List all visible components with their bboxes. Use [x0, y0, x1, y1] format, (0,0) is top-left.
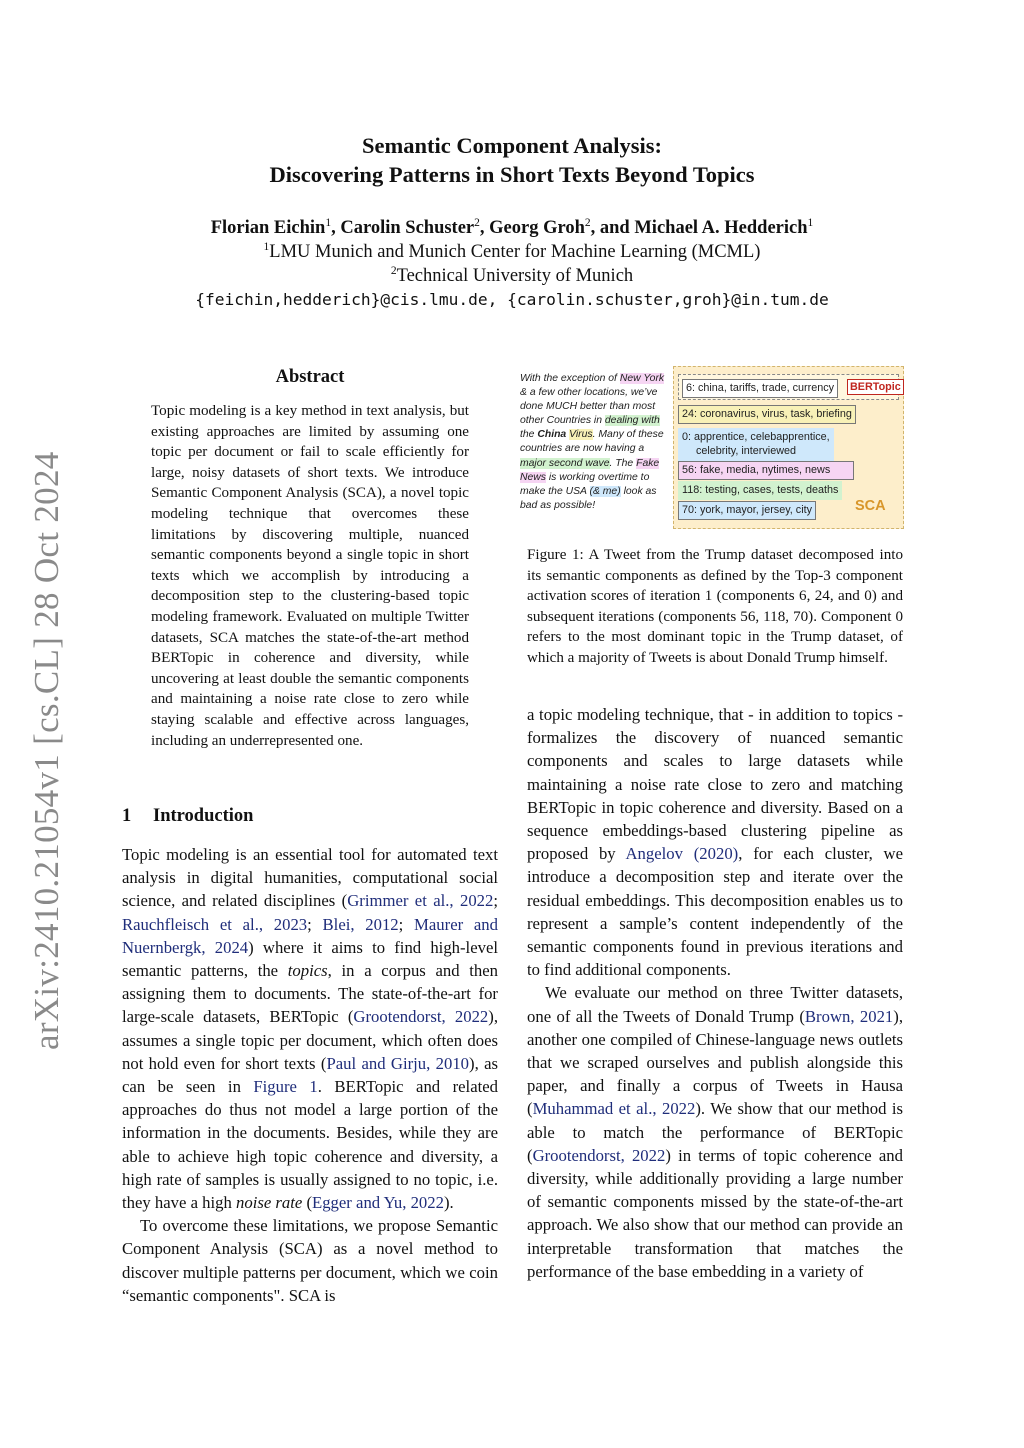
text: ). [443, 1193, 454, 1213]
text: ; [493, 891, 498, 911]
text: ; [398, 914, 415, 934]
text: ; [307, 914, 323, 934]
citation-link[interactable]: Grootendorst, 2022 [532, 1145, 666, 1165]
title-line-2: Discovering Patterns in Short Texts Beyond Topics [269, 162, 755, 187]
author-emails: {feichin,hedderich}@cis.lmu.de, {carolin.schuster,groh}@in.tum.de [195, 290, 829, 309]
component-0-line-2: celebrity, interviewed [696, 444, 797, 457]
highlight-and-me: (& me) [589, 485, 621, 497]
bertopic-label: BERTopic [847, 379, 904, 395]
author-2: , Carolin Schuster [331, 218, 475, 238]
intro-right-column [527, 703, 903, 1283]
highlight-fake-news: Fake News [520, 457, 660, 483]
component-70: 70: york, mayor, jersey, city [678, 501, 816, 520]
text: the [520, 429, 538, 441]
text: ( [302, 1193, 313, 1213]
citation-link[interactable]: Angelov (2020) [625, 844, 739, 864]
author-4-affil: 1 [807, 217, 814, 229]
text: ) in terms of topic coherence and diversity, while additionally providing a large number of semantic components missed by the state-of-the-art approach. We also show that our method can provide an interpretable transformation that matches the performance of the base embedding in a variety of [527, 1145, 903, 1281]
text: & a few other locations, we’ve done MUCH better than most other Countries in [520, 387, 658, 427]
text: . Many of these countries are now having a [520, 429, 664, 455]
citation-link[interactable]: Blei, 2012 [322, 914, 399, 934]
author-3-affil: 2 [584, 217, 591, 229]
component-6: 6: china, tariffs, trade, currency [682, 379, 838, 398]
section-heading-introduction [122, 806, 253, 827]
text: . BERTopic and related approaches do thus not model a large portion of the information in the documents. Besides, while they are able to achieve high topic coherence and diversity, a high rate of samples is usually assigned to no topic, i.e. they have a high [122, 1077, 498, 1213]
author-1-affil: 1 [325, 217, 332, 229]
citation-link[interactable]: Muhammad et al., 2022 [532, 1099, 696, 1119]
citation-link[interactable]: Egger and Yu, 2022 [312, 1193, 444, 1213]
highlight-new-york: New York [619, 373, 665, 384]
title-line-1: Semantic Component Analysis: [361, 133, 663, 158]
text: We evaluate our method on three Twitter datasets, one of all the Tweets of Donald Trump ( [527, 983, 903, 1026]
emphasis: noise rate [236, 1193, 303, 1213]
author-block [0, 216, 1024, 312]
component-0 [678, 428, 834, 461]
text: Topic modeling is an essential tool for automated text analysis in digital humanities, computational social science, and related disciplines ( [122, 845, 498, 911]
text: ), assumes a single topic per document, which often does not hold even for short texts ( [122, 1007, 498, 1073]
affiliation-2 [0, 264, 1024, 288]
highlight-virus: Virus [569, 429, 593, 441]
highlight-china: China [537, 429, 567, 441]
highlight-dealing-with: dealing with [604, 415, 660, 427]
component-24: 24: coronavirus, virus, task, briefing [678, 405, 856, 424]
affiliation-1-marker: 1 [263, 241, 270, 253]
text: , for each cluster, we introduce a decomposition step and iterate over the residual embeddings. This decomposition enables us to represent a sample’s content independently of the semantic components found in previous iterations and to find additional components. [527, 844, 903, 980]
affiliation-2-marker: 2 [390, 265, 397, 277]
text: look as bad as possible! [520, 485, 657, 511]
author-4: , and Michael A. Hedderich [590, 218, 808, 238]
figure-reference-link[interactable]: Figure 1 [253, 1077, 318, 1097]
component-118: 118: testing, cases, tests, deaths [678, 481, 842, 500]
intro-left-column [122, 843, 498, 1307]
sca-label: SCA [855, 498, 886, 514]
paper-title [0, 131, 1024, 189]
text: is working overtime to make the USA [520, 471, 650, 497]
text: With the exception of [520, 373, 620, 384]
citation-link[interactable]: Brown, 2021 [804, 1006, 894, 1026]
author-2-affil: 2 [474, 217, 480, 229]
figure-tweet-text [520, 372, 670, 513]
citation-link[interactable]: Paul and Girju, 2010 [326, 1053, 470, 1073]
text: , in a corpus and then assigning them to documents. The state-of-the-art for large-scale datasets, BERTopic ( [122, 961, 498, 1027]
component-56: 56: fake, media, nytimes, news [678, 461, 854, 480]
intro-paragraph-1 [122, 843, 498, 1214]
abstract-heading: Abstract [275, 367, 345, 387]
citation-link[interactable]: Maurer and Nuernbergk, 2024 [122, 914, 498, 957]
intro-paragraph-2: To overcome these limitations, we propose Semantic Component Analysis (SCA) as a novel method to discover multiple patterns per document, which we coin “semantic components". SCA is [122, 1216, 498, 1305]
affiliation-2-text: Technical University of Munich [396, 266, 634, 286]
figure-1-caption: Figure 1: A Tweet from the Trump dataset decomposed into its semantic components as defined by the Top-3 component activation scores of iteration 1 (components 6, 24, and 0) and subsequent iterations (components 56, 118, 70). Component 0 refers to the most dominant topic in the Trump dataset, of which a majority of Tweets is about Donald Trump himself. [527, 547, 903, 666]
affiliation-1-text: LMU Munich and Munich Center for Machine Learning (MCML) [269, 242, 761, 262]
component-0-line-1: 0: apprentice, celebapprentice, [682, 431, 830, 443]
text: ). We show that our method is able to match the performance of BERTopic ( [527, 1099, 903, 1165]
affiliation-1 [0, 240, 1024, 264]
citation-link[interactable]: Grimmer et al., 2022 [347, 891, 494, 911]
abstract-text: Topic modeling is a key method in text analysis, but existing approaches are limited by assuming one topic per document or fail to scale efficiently for large, noisy datasets of short texts. We introduce Semantic Component Analysis (SCA), a novel topic modeling technique that overcomes these limitations by discovering multiple, nuanced semantic components beyond a single topic in short texts which we accomplish by introducing a decomposition step to the clustering-based topic modeling framework. Evaluated on multiple Twitter datasets, SCA matches the state-of-the-art method BERTopic in coherence and diversity, while uncovering at least double the semantic components and maintaining a noise rate close to zero while staying scalable and effective across languages, including an underrepresented one. [151, 403, 469, 749]
author-1: Florian Eichin [210, 218, 326, 238]
intro-paragraph-2-cont [527, 703, 903, 981]
text: ) where it aims to find high-level semantic patterns, the [122, 937, 498, 981]
section-title: Introduction [153, 806, 254, 826]
citation-link[interactable]: Rauchfleisch et al., 2023 [122, 914, 308, 934]
emphasis: topics [287, 961, 328, 981]
text: a topic modeling technique, that - in addition to topics - formalizes the discovery of nuanced semantic components and scales to large datasets while maintaining a noise rate close to zero and matching BERTopic in topic coherence and diversity. Based on a sequence embeddings-based clustering pipeline as proposed by [527, 705, 903, 864]
highlight-second-wave: major second wave [520, 457, 610, 469]
citation-link[interactable]: Grootendorst, 2022 [353, 1007, 489, 1027]
text: . The [609, 457, 637, 469]
arxiv-stamp: arXiv:2410.21054v1 [cs.CL] 28 Oct 2024 [27, 451, 66, 1050]
intro-paragraph-3 [527, 981, 903, 1283]
text: ), as can be seen in [122, 1053, 498, 1097]
author-3: , Georg Groh [479, 218, 585, 238]
section-number: 1 [122, 806, 132, 826]
text: ), another one compiled of Chinese-language news outlets that we scraped ourselves and publish alongside this paper, and finally a corpus of Tweets in Hausa ( [527, 1006, 903, 1119]
author-names [0, 216, 1024, 240]
